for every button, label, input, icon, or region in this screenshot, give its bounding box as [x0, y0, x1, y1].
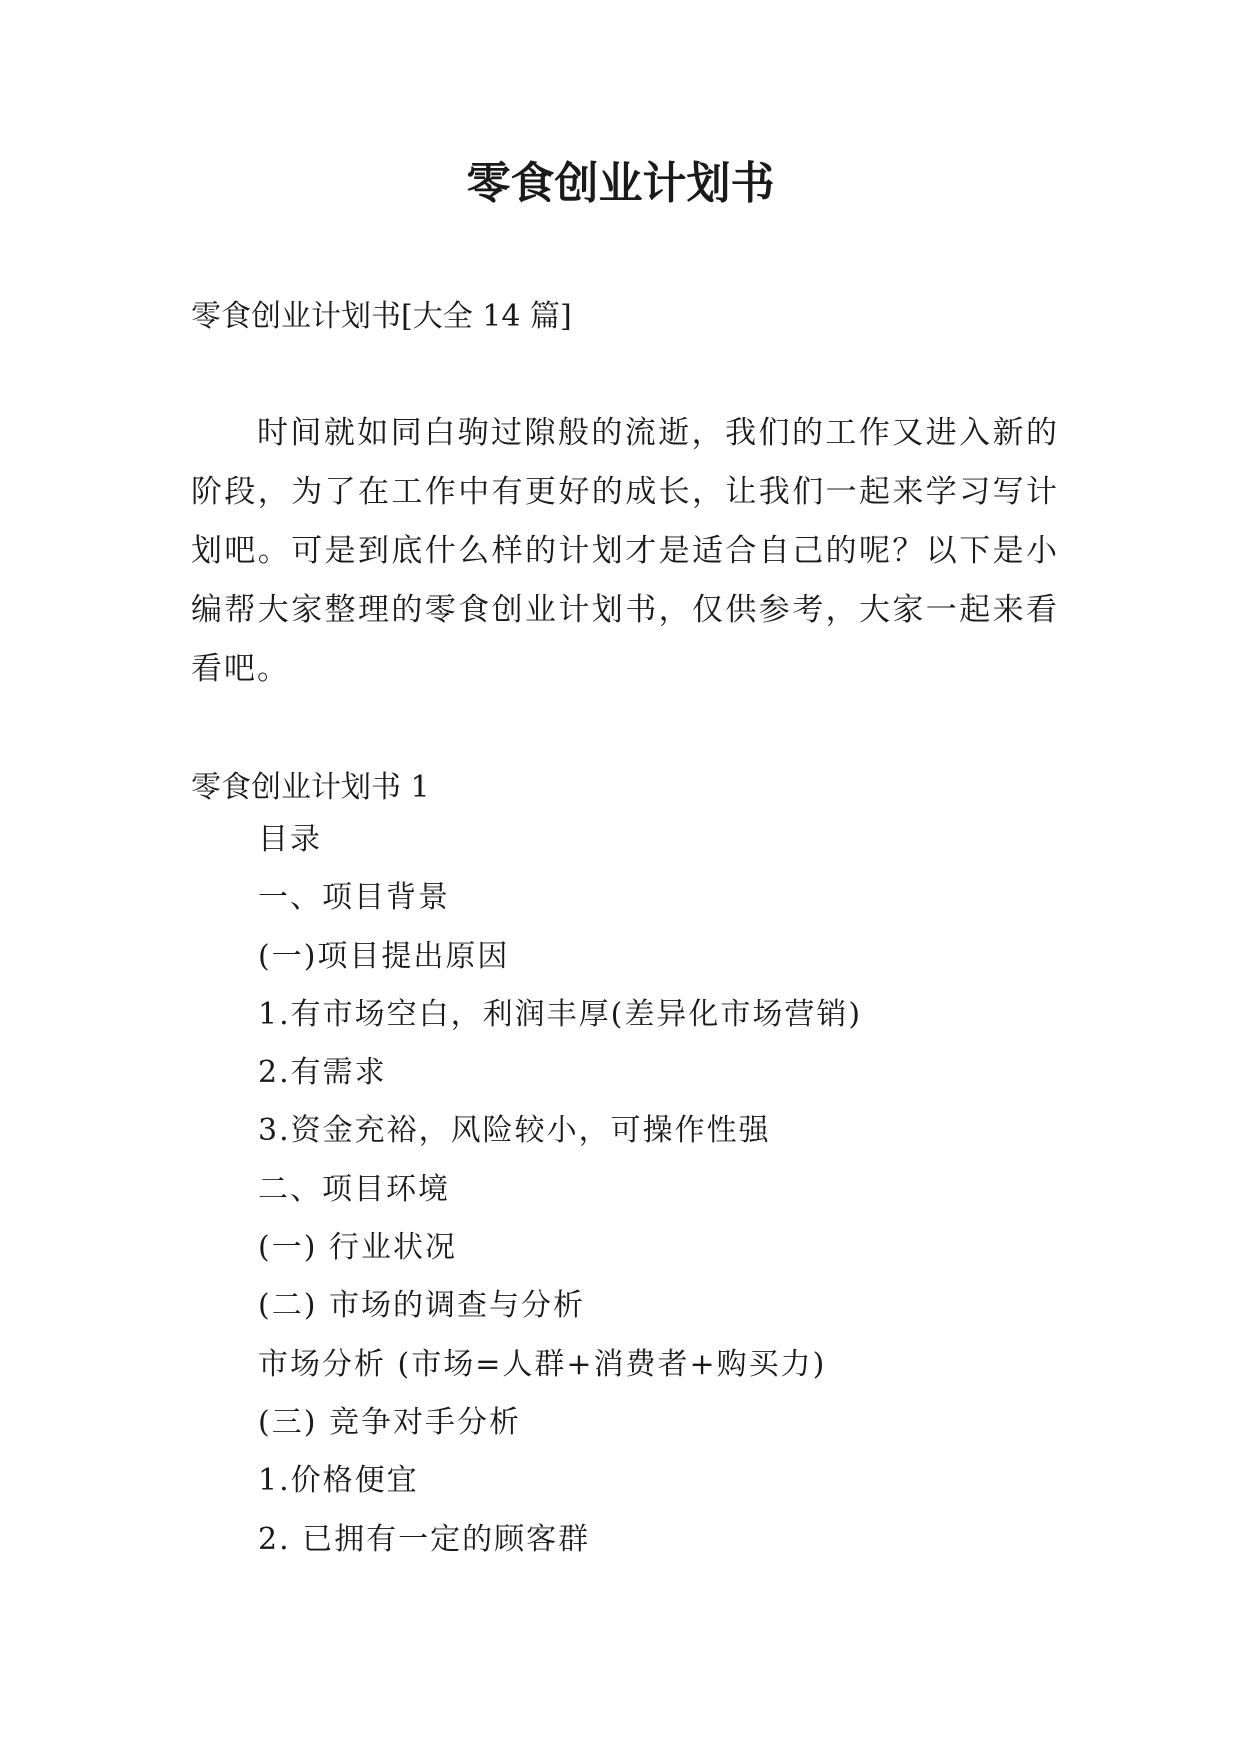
toc-item: (一) 行业状况 — [258, 1230, 457, 1266]
document-title: 零食创业计划书 — [466, 158, 775, 209]
toc-item: 2. 已拥有一定的顾客群 — [258, 1521, 591, 1557]
toc-item: 市场分析 (市场=人群+消费者+购买力) — [258, 1346, 827, 1382]
intro-paragraph: 时间就如同白驹过隙般的流逝，我们的工作又进入新的阶段，为了在工作中有更好的成长，让我们一起来学习写计划吧。可是到底什么样的计划才是适合自己的呢？以下是小编帮大家整理的零食创业计划书，仅供参考，大家一起来看看吧。 — [191, 415, 1059, 687]
toc-item: (三) 竞争对手分析 — [258, 1404, 521, 1440]
toc-item: 二、项目环境 — [258, 1171, 450, 1207]
toc-item: (一)项目提出原因 — [258, 938, 510, 974]
toc-heading: 目录 — [258, 822, 322, 857]
toc-item: (二) 市场的调查与分析 — [258, 1288, 585, 1324]
table-of-contents — [258, 811, 862, 1569]
toc-item: 一、项目背景 — [258, 880, 450, 916]
toc-item: 2.有需求 — [258, 1055, 387, 1091]
section-heading: 零食创业计划书 1 — [191, 770, 430, 805]
toc-item: 1.有市场空白，利润丰厚(差异化市场营销) — [258, 996, 863, 1032]
toc-item: 1.价格便宜 — [258, 1463, 419, 1499]
document-subtitle: 零食创业计划书[大全 14 篇] — [191, 299, 572, 334]
toc-item: 3.资金充裕，风险较小，可操作性强 — [258, 1113, 771, 1149]
